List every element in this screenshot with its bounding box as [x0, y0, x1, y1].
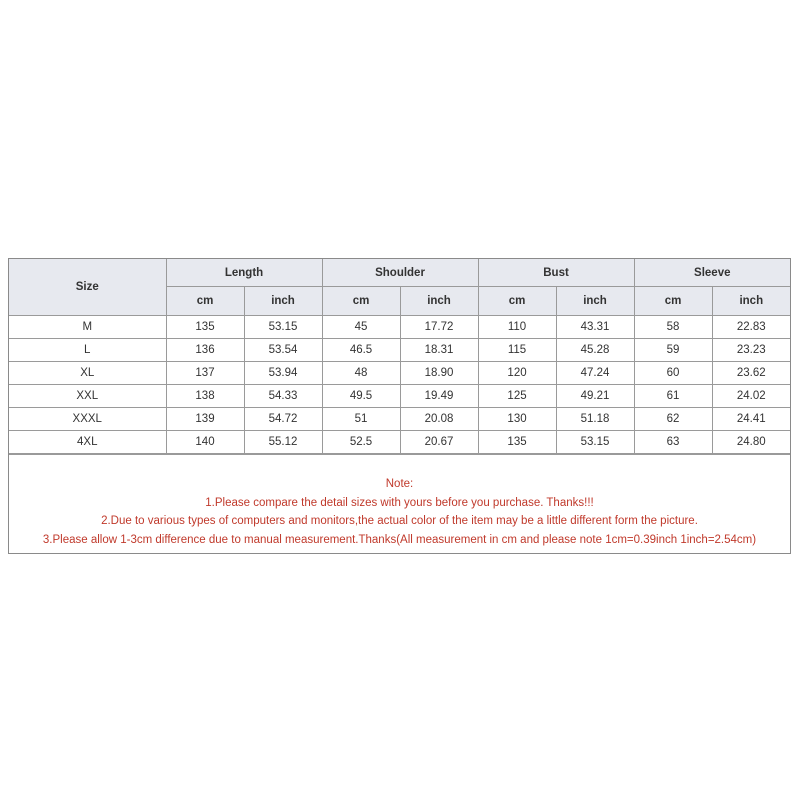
table-cell: 45.28 — [556, 339, 634, 362]
length-header: Length — [166, 259, 322, 287]
table-cell: 140 — [166, 431, 244, 454]
notes-section — [9, 454, 790, 553]
table-cell: 137 — [166, 362, 244, 385]
size-cell: XL — [9, 362, 166, 385]
table-cell: 110 — [478, 316, 556, 339]
length-cm-header: cm — [166, 287, 244, 316]
table-cell: 18.31 — [400, 339, 478, 362]
table-cell: 62 — [634, 408, 712, 431]
table-cell: 24.41 — [712, 408, 790, 431]
table-cell: 138 — [166, 385, 244, 408]
table-cell: 136 — [166, 339, 244, 362]
table-cell: 19.49 — [400, 385, 478, 408]
table-cell: 17.72 — [400, 316, 478, 339]
table-cell: 130 — [478, 408, 556, 431]
size-cell: XXL — [9, 385, 166, 408]
table-cell: 48 — [322, 362, 400, 385]
table-cell: 23.23 — [712, 339, 790, 362]
table-cell: 54.33 — [244, 385, 322, 408]
table-cell: 53.94 — [244, 362, 322, 385]
table-cell: 52.5 — [322, 431, 400, 454]
table-cell: 53.15 — [556, 431, 634, 454]
table-cell: 51 — [322, 408, 400, 431]
table-row — [9, 385, 790, 408]
bust-header: Bust — [478, 259, 634, 287]
table-cell: 43.31 — [556, 316, 634, 339]
table-cell: 55.12 — [244, 431, 322, 454]
table-cell: 63 — [634, 431, 712, 454]
shoulder-header: Shoulder — [322, 259, 478, 287]
table-cell: 54.72 — [244, 408, 322, 431]
table-cell: 46.5 — [322, 339, 400, 362]
table-cell: 135 — [166, 316, 244, 339]
bust-inch-header: inch — [556, 287, 634, 316]
table-cell: 51.18 — [556, 408, 634, 431]
size-table — [9, 259, 790, 454]
size-chart — [8, 258, 791, 554]
table-cell: 45 — [322, 316, 400, 339]
sleeve-cm-header: cm — [634, 287, 712, 316]
table-cell: 125 — [478, 385, 556, 408]
size-cell: L — [9, 339, 166, 362]
table-cell: 20.08 — [400, 408, 478, 431]
table-cell: 115 — [478, 339, 556, 362]
size-header: Size — [9, 259, 166, 316]
sleeve-inch-header: inch — [712, 287, 790, 316]
table-cell: 24.02 — [712, 385, 790, 408]
table-row — [9, 431, 790, 454]
shoulder-cm-header: cm — [322, 287, 400, 316]
length-inch-header: inch — [244, 287, 322, 316]
size-rows — [9, 316, 790, 454]
table-cell: 59 — [634, 339, 712, 362]
table-row — [9, 316, 790, 339]
table-cell: 58 — [634, 316, 712, 339]
notes-title: Note: — [385, 478, 414, 490]
group-header-row — [9, 259, 790, 287]
note-line-3: 3.Please allow 1-3cm difference due to manual measurement.Thanks(All measurement in cm and please note 1cm=0.39inch 1inch=2.54cm) — [42, 533, 757, 546]
table-cell: 18.90 — [400, 362, 478, 385]
size-cell: 4XL — [9, 431, 166, 454]
table-cell: 53.54 — [244, 339, 322, 362]
table-cell: 61 — [634, 385, 712, 408]
note-line-1: 1.Please compare the detail sizes with yours before you purchase. Thanks!!! — [205, 496, 594, 509]
table-cell: 20.67 — [400, 431, 478, 454]
shoulder-inch-header: inch — [400, 287, 478, 316]
bust-cm-header: cm — [478, 287, 556, 316]
sleeve-header: Sleeve — [634, 259, 790, 287]
size-cell: M — [9, 316, 166, 339]
table-cell: 60 — [634, 362, 712, 385]
table-cell: 47.24 — [556, 362, 634, 385]
table-cell: 23.62 — [712, 362, 790, 385]
table-row — [9, 339, 790, 362]
table-cell: 53.15 — [244, 316, 322, 339]
table-row — [9, 362, 790, 385]
table-row — [9, 408, 790, 431]
note-line-2: 2.Due to various types of computers and monitors,the actual color of the item may be a little different form the picture. — [101, 515, 698, 527]
table-cell: 49.5 — [322, 385, 400, 408]
size-cell: XXXL — [9, 408, 166, 431]
table-cell: 22.83 — [712, 316, 790, 339]
table-cell: 120 — [478, 362, 556, 385]
table-cell: 135 — [478, 431, 556, 454]
table-cell: 24.80 — [712, 431, 790, 454]
table-cell: 139 — [166, 408, 244, 431]
table-cell: 49.21 — [556, 385, 634, 408]
